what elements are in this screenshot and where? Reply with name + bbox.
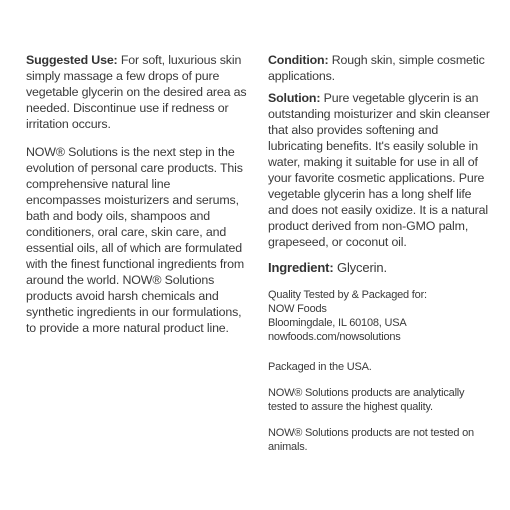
solution-text: Pure vegetable glycerin is an outstanding moisturizer and skin cleanser that also provides softening and lubricating benefits. It's easily soluble in water, making it suitable for use in all of your favorite cosmetic applications. Pure vegetable glycerin has a long shelf life and does not easily oxidize. It is a natural product derived from non-GMO palm, grapeseed, or coconut oil. bbox=[268, 91, 490, 249]
left-column bbox=[26, 52, 248, 336]
quality-tested-note: NOW® Solutions products are analytically tested to assure the highest quality. bbox=[268, 387, 465, 413]
solution-paragraph bbox=[268, 90, 494, 250]
suggested-use-text: For soft, luxurious skin simply massage a few drops of pure vegetable glycerin on the desired area as needed. Discontinue use if redness or irritation occurs. bbox=[26, 53, 247, 131]
animal-testing-note: NOW® Solutions products are not tested on animals. bbox=[268, 427, 474, 453]
quality-block bbox=[268, 288, 494, 344]
condition-paragraph bbox=[268, 52, 494, 84]
ingredient-label: Ingredient: bbox=[268, 260, 334, 275]
right-column bbox=[268, 52, 494, 454]
ingredient-text: Glycerin. bbox=[333, 260, 387, 275]
quality-line: nowfoods.com/nowsolutions bbox=[268, 331, 401, 343]
quality-line: NOW Foods bbox=[268, 303, 327, 315]
product-line-paragraph: NOW® Solutions is the next step in the evolution of personal care products. This comprehensive natural line encompasses moisturizers and serums, bath and body oils, shampoos and conditioners, oral care, skin care, and essential oils, all of which are formulated with the finest functional ingredients from around the world. NOW® Solutions products avoid harsh chemicals and synthetic ingredients in our formulations, to provide a more natural product line. bbox=[26, 145, 245, 335]
suggested-use-label: Suggested Use: bbox=[26, 53, 118, 67]
condition-label: Condition: bbox=[268, 53, 329, 67]
condition-text: Rough skin, simple cosmetic applications. bbox=[268, 53, 485, 83]
solution-label: Solution: bbox=[268, 91, 321, 105]
ingredient-paragraph bbox=[268, 260, 494, 276]
packaged-text: Packaged in the USA. bbox=[268, 361, 372, 373]
quality-line: Bloomingdale, IL 60108, USA bbox=[268, 317, 407, 329]
quality-line: Quality Tested by & Packaged for: bbox=[268, 289, 427, 301]
suggested-use-paragraph bbox=[26, 52, 248, 132]
